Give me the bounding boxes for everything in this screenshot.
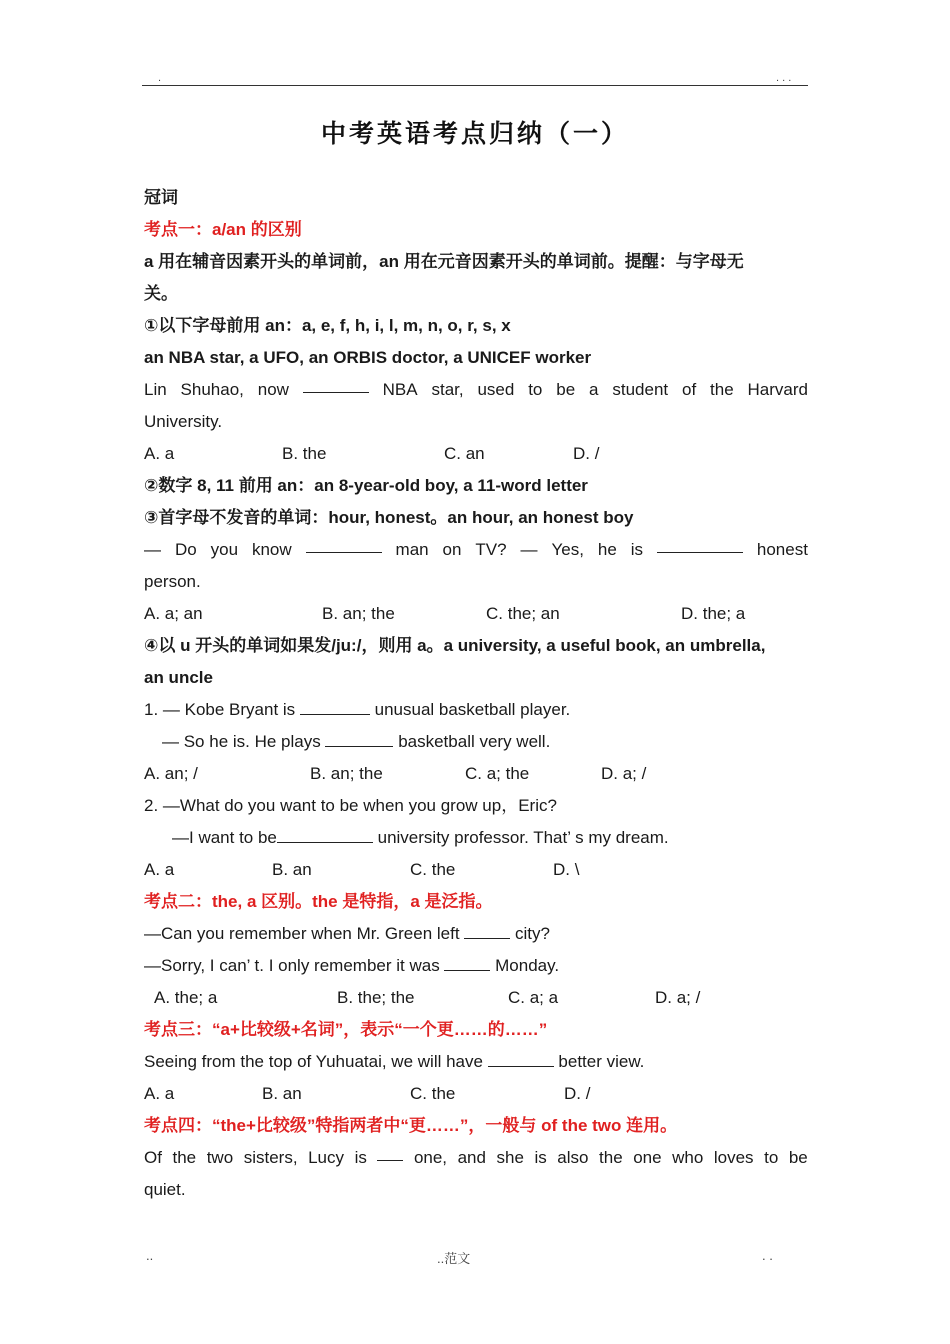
option-b: B. an — [262, 1084, 302, 1103]
answer-blank — [488, 1048, 554, 1067]
point1-sub1: ①以下字母前用 an：a, e, f, h, i, l, m, n, o, r, s, x — [144, 316, 511, 335]
option-c: C. a; a — [508, 988, 559, 1007]
option-d: D. \ — [553, 860, 580, 879]
option-b: B. the; the — [337, 988, 415, 1007]
option-c: C. an — [444, 444, 485, 463]
point4-heading: 考点四：“the+比较级”特指两者中“更……”，一般与 of the two 连用。 — [144, 1116, 678, 1135]
page-title: 中考英语考点归纳（一） — [320, 119, 629, 148]
option-a: A. a — [144, 860, 175, 879]
header-mark-right: . . . — [776, 72, 792, 84]
answer-blank — [464, 920, 510, 939]
option-a: A. a; an — [144, 604, 203, 623]
option-a: A. a — [144, 444, 175, 463]
option-b: B. an; the — [322, 604, 395, 623]
point1-rule-line2: 关。 — [144, 284, 178, 303]
exercise1-line2: — So he is. He plays basketball very well. — [144, 726, 808, 758]
point3-question: Seeing from the top of Yuhuatai, we will have better view. — [144, 1046, 808, 1078]
option-b: B. the — [282, 444, 327, 463]
footer-label: ..范文 — [437, 1251, 471, 1266]
question2-line1: — Do you know man on TV? — Yes, he is honest — [144, 534, 808, 566]
answer-blank — [444, 952, 490, 971]
point1-sub4-line2: an uncle — [144, 668, 213, 687]
header-mark-left: . — [158, 72, 162, 84]
option-c: C. the — [410, 860, 456, 879]
point2-heading: 考点二：the, a 区别。the 是特指，a 是泛指。 — [144, 892, 493, 911]
option-c: C. the — [410, 1084, 456, 1103]
answer-blank — [325, 728, 393, 747]
header-rule — [142, 85, 808, 86]
point2-question-line1: —Can you remember when Mr. Green left city? — [144, 918, 808, 950]
answer-blank — [300, 696, 370, 715]
point2-question-line2: —Sorry, I can’ t. I only remember it was Monday. — [144, 950, 808, 982]
option-b: B. an — [272, 860, 312, 879]
point4-question-line1: Of the two sisters, Lucy is one, and she is also the one who loves to be — [144, 1142, 808, 1174]
exercise2-line1: 2. —What do you want to be when you grow up，Eric? — [144, 796, 557, 815]
point3-heading: 考点三：“a+比较级+名词”，表示“一个更……的……” — [144, 1020, 548, 1039]
option-a: A. the; a — [154, 988, 218, 1007]
point1-sub3: ③首字母不发音的单词：hour, honest。an hour, an honest boy — [144, 508, 634, 527]
point1-sub4-line1: ④以 u 开头的单词如果发/ju:/，则用 a。a university, a useful book, an umbrella, — [144, 636, 766, 655]
answer-blank — [657, 534, 743, 553]
answer-blank — [377, 1142, 403, 1161]
question1-options — [144, 438, 808, 470]
option-c: C. the; an — [486, 604, 560, 623]
question2-options — [144, 598, 808, 630]
point2-options — [144, 982, 808, 1014]
point3-options — [144, 1078, 808, 1110]
option-c: C. a; the — [465, 764, 530, 783]
section-heading: 冠词 — [144, 188, 178, 207]
footer-mark-right: . . — [762, 1248, 773, 1263]
answer-blank — [277, 824, 373, 843]
option-b: B. an; the — [310, 764, 383, 783]
point1-heading: 考点一：a/an 的区别 — [144, 220, 302, 239]
answer-blank — [303, 374, 369, 393]
point1-sub2: ②数字 8, 11 前用 an：an 8-year-old boy, a 11-word letter — [144, 476, 588, 495]
exercise1-options — [144, 758, 808, 790]
footer-mark-left: .. — [146, 1248, 154, 1263]
exercise2-line2: —I want to be university professor. That’ s my dream. — [144, 822, 808, 854]
question2-line2: person. — [144, 572, 201, 591]
point4-question-line2: quiet. — [144, 1180, 186, 1199]
question1-line1: Lin Shuhao, now NBA star, used to be a student of the Harvard — [144, 374, 808, 406]
exercise2-options — [144, 854, 808, 886]
point1-rule-line1: a 用在辅音因素开头的单词前，an 用在元音因素开头的单词前。提醒：与字母无 — [144, 252, 744, 271]
exercise1-line1: 1. — Kobe Bryant is unusual basketball player. — [144, 694, 808, 726]
document-body — [144, 182, 808, 1206]
option-a: A. an; / — [144, 764, 198, 783]
option-d: D. / — [564, 1084, 591, 1103]
option-d: D. / — [573, 444, 600, 463]
answer-blank — [306, 534, 382, 553]
option-d: D. a; / — [601, 764, 647, 783]
option-d: D. the; a — [681, 604, 746, 623]
question1-line2: University. — [144, 412, 223, 431]
option-a: A. a — [144, 1084, 175, 1103]
option-d: D. a; / — [655, 988, 701, 1007]
point1-sub1-example: an NBA star, a UFO, an ORBIS doctor, a UNICEF worker — [144, 348, 592, 367]
